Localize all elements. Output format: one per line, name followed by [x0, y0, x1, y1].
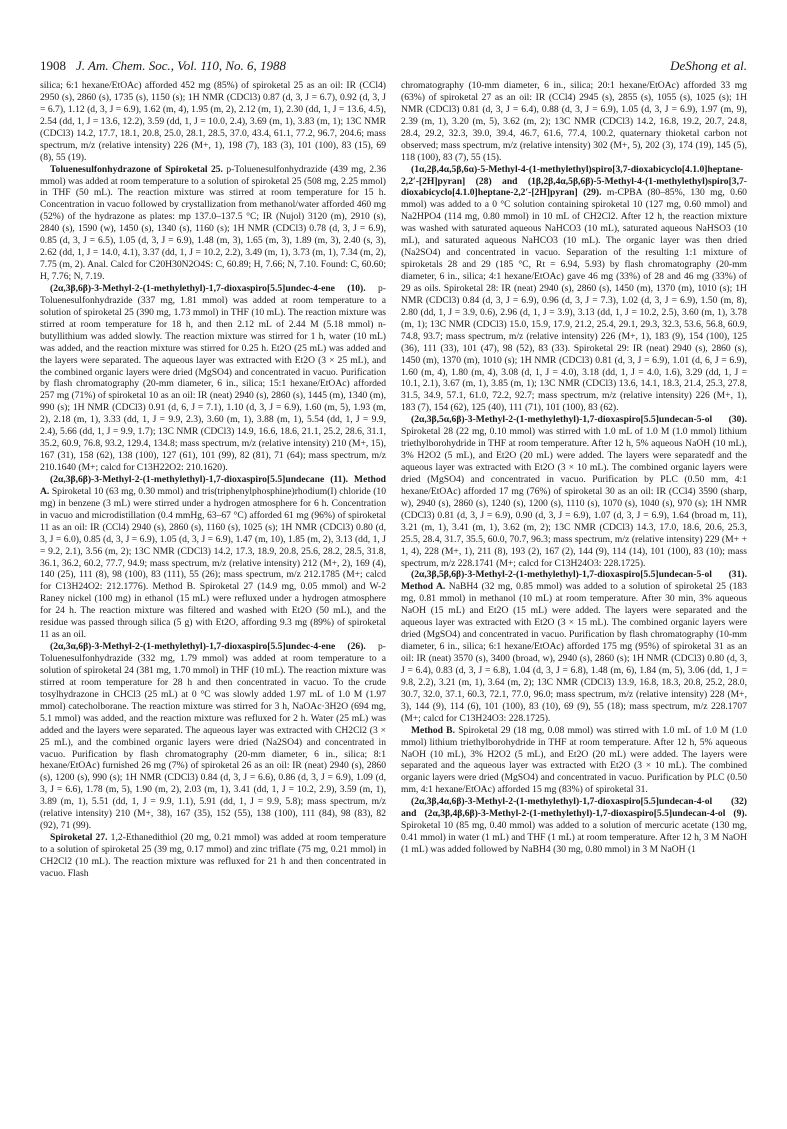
paragraph-heading: (2α,3β,6β)-3-Methyl-2-(1-methylethyl)-1,7-dioxaspiro[5.5]undecane (11). Method A.	[40, 473, 386, 497]
paragraph	[401, 414, 747, 569]
page-number: 1908	[40, 58, 66, 73]
running-header	[40, 58, 747, 76]
paragraph	[401, 725, 747, 797]
paragraph	[401, 164, 747, 415]
paragraph-text: Spiroketal 29 (18 mg, 0.08 mmol) was stirred with 1.0 mL of 1.0 M (1.0 mmol) lithium triethylborohydride in THF at room temperature. After 12 h, 5% aqueous NaOH (10 mL), 3% H2O2 (5 mL), and Et2O (20 mL) were added. The layers were separated and the aqueous layer was extracted with Et2O (3 × 10 mL). The combined organic layers were dried (MgSO4) and concentrated in vacuo. Purification by PLC (0.50 mm, 4:1 hexane/EtOAc) afforded 15 mg (83%) of spiroketal 31.	[401, 724, 747, 796]
paragraph	[401, 569, 747, 724]
right-column	[401, 80, 747, 1100]
paragraph	[401, 80, 747, 164]
paragraph-heading: Spiroketal 27.	[50, 832, 108, 844]
paragraph	[40, 283, 386, 474]
paragraph-text: p-Toluenesulfonhydrazide (332 mg, 1.79 mmol) was added at room temperature to a solution of spiroketal 24 (381 mg, 1.70 mmol) in THF (10 mL). The reaction mixture was stirred at room temperature for 28 h and then concentrated in vacuo. To the crude tosylhydrazone in CHCl3 (25 mL) at 0 °C was slowly added 1.97 mL of 1.0 M (1.97 mmol) catecholborane. The reaction mixture was stirred for 3 h, NaOAc·3H2O (694 mg, 5.1 mmol) was added, and the reaction mixture was refluxed for 2 h. Water (25 mL) was added and the layers were separated. The aqueous layer was extracted with CH2Cl2 (3 × 25 mL), and the combined organic layers were dried (Na2SO4) and concentrated in vacuo. Purification by flash chromatography (20-mm diameter, 6 in., silica; 8:1 hexane/EtOAc) furnished 26 mg (7%) of spiroketal 26 as an oil: IR (neat) 2940 (s), 2860 (s), 1200 (s), 990 (s); 1H NMR (CDCl3) 0.84 (d, 3, J = 6.6), 0.86 (d, 3, J = 6.9), 1.09 (d, 3, J = 6.6), 1.78 (m, 5), 1.90 (m, 2), 2.03 (m, 1), 3.41 (dd, 1, J = 10.2, 2.9), 3.59 (m, 1), 3.89 (m, 1), 5.51 (dd, 1, J = 9.9, 1.1), 5.91 (dd, 1, J = 9.9, 5.8); mass spectrum, m/z (relative intensity) 210 (M+, 38), 167 (35), 152 (55), 138 (100), 111 (84), 98 (83), 82 (92), 71 (99).	[40, 641, 386, 832]
paragraph-text: Spiroketal 10 (85 mg, 0.40 mmol) was added to a solution of mercuric acetate (130 mg, 0.41 mmol) in water (1 mL) and THF (1 mL) at room temperature. After 12 h, 3 M NaOH (1 mL) was added followed by NaBH4 (30 mg, 0.80 mmol) in 3 M NaOH (1	[401, 820, 747, 855]
journal-citation: J. Am. Chem. Soc., Vol. 110, No. 6, 1988	[76, 58, 287, 73]
paragraph	[40, 80, 386, 164]
left-column	[40, 80, 386, 1100]
paragraph-text: NaBH4 (32 mg, 0.85 mmol) was added to a solution of spiroketal 25 (183 mg, 0.81 mmol) in methanol (10 mL) at room temperature. After 30 min, 3% aqueous NaOH (15 mL) and Et2O (15 mL) were added. The layers were separated and the aqueous layer was extracted with Et2O (3 × 15 mL). The combined organic layers were dried (MgSO4) and concentrated in vacuo. Purification by flash chromatography (10-mm diameter, 6 in., silica; 6:1 hexane/EtOAc) afforded 175 mg (95%) of spiroketal 31 as an oil: IR (neat) 3570 (s), 3400 (broad, w), 2940 (s), 2860 (s); 1H NMR (CDCl3) 0.80 (d, 3, J = 6.4), 0.83 (d, 3, J = 6.8), 1.04 (d, 3, J = 6.8), 1.48 (m, 6), 1.84 (m, 5), 3.06 (dd, 1, J = 9.8, 2.2), 3.21 (m, 1), 3.64 (m, 2); 13C NMR (CDCl3) 13.9, 16.8, 18.3, 20.8, 25.2, 28.0, 30.7, 32.0, 37.1, 60.3, 72.1, 77.0, 96.0; mass spectrum, m/z (relative intensity) 228 (M+, 3), 144 (9), 114 (6), 101 (100), 83 (10), 69 (9), 55 (18); mass spectrum, m/z 228.1707 (M+; calcd for C13H24O3: 228.1725).	[401, 581, 747, 724]
paragraph-text: Spiroketal 10 (63 mg, 0.30 mmol) and tris(triphenylphosphine)rhodium(I) chloride (10 mg) in benzene (3 mL) were stirred under a hydrogen atmosphere for 6 h. Concentration in vacuo and microdistillation (0.4 mmHg, 63–67 °C) afforded 61 mg (96%) of spiroketal 11 as an oil: IR (CCl4) 2940 (s), 2860 (s), 1160 (s), 1025 (s); 1H NMR (CDCl3) 0.80 (d, 3, J = 6.0), 0.85 (d, 3, J = 6.9), 1.05 (d, 3, J = 6.9), 1.47 (m, 10), 1.85 (m, 2), 3.13 (dd, 1, J = 9.2, 2.1), 3.56 (m, 2); 13C NMR (CDCl3) 14.2, 17.3, 18.9, 20.8, 25.6, 28.2, 28.5, 31.8, 36.1, 36.2, 60.2, 77.7, 94.9; mass spectrum, m/z (relative intensity) 212 (M+, 2), 169 (4), 140 (25), 111 (8), 98 (100), 83 (111), 55 (26); mass spectrum, m/z 212.1785 (M+; calcd for C13H24O2: 212.1776). Method B. Spiroketal 27 (14.9 mg, 0.05 mmol) and W-2 Raney nickel (100 mg) in ethanol (15 mL) were refluxed under a hydrogen atmosphere for 24 h. The reaction mixture was filtered and washed with Et2O (50 mL), and the residue was passed through silica (5 g) with Et2O, affording 9.3 mg (89%) of spiroketal 11 as an oil.	[40, 485, 386, 641]
paragraph-text: p-Toluenesulfonhydrazide (337 mg, 1.81 mmol) was added at room temperature to a solution of spiroketal 25 (390 mg, 1.73 mmol) in THF (10 mL). The reaction mixture was stirred at room temperature for 18 h, and then 2.12 mL of 2.44 M (5.18 mmol) n-butyllithium was added slowly. The reaction mixture was stirred for 1 h, water (10 mL) was added, and the reaction mixture was stirred for 0.25 h. Et2O (25 mL) was added and the layers were separated. The aqueous layer was extracted with Et2O (3 × 25 mL), and the combined organic layers were dried (MgSO4) and concentrated in vacuo. Purification by flash chromatography (20-mm diameter, 6 in., silica; 15:1 hexane/EtOAc) afforded 257 mg (71%) of spiroketal 10 as an oil: IR (neat) 2940 (s), 2860 (s), 1445 (m), 1340 (m), 990 (s); 1H NMR (CDCl3) 0.91 (d, 6, J = 7.1), 1.10 (d, 3, J = 6.9), 1.60 (m, 5), 1.93 (m, 2), 2.18 (m, 1), 3.33 (dd, 1, J = 9.9, 2.3), 3.60 (m, 1), 3.88 (m, 1), 5.54 (dd, 1, J = 9.9, 2.4), 5.66 (dd, 1, J = 9.9, 1.7); 13C NMR (CDCl3) 14.9, 16.6, 18.6, 21.1, 25.2, 28.6, 31.1, 35.2, 60.9, 76.8, 93.2, 129.4, 134.8; mass spectrum, m/z (relative intensity) 210 (M+, 15), 167 (31), 158 (62), 138 (100), 127 (61), 101 (99), 82 (81), 71 (64); mass spectrum, m/z 210.1640 (M+; calcd for C13H22O2: 210.1620).	[40, 282, 386, 473]
paragraph-heading: (2α,3β,5α,6β)-3-Methyl-2-(1-methylethyl)-1,7-dioxaspiro[5.5]undecan-5-ol (30).	[411, 414, 747, 426]
paragraph	[40, 474, 386, 641]
paragraph	[401, 796, 747, 856]
paragraph-text: chromatography (10-mm diameter, 6 in., silica; 20:1 hexane/EtOAc) afforded 33 mg (63%) of spiroketal 27 as an oil: IR (CCl4) 2945 (s), 2855 (s), 1055 (s), 1025 (s); 1H NMR (CDCl3) 0.81 (d, 3, J = 6.4), 0.88 (d, 3, J = 6.9), 1.05 (d, 3, J = 6.9), 1.97 (m, 9), 2.39 (m, 1), 3.20 (m, 5), 3.62 (m, 2); 13C NMR (CDCl3) 14.2, 16.8, 19.2, 20.7, 24.8, 28.4, 29.2, 32.3, 39.0, 39.4, 46.7, 61.6, 77.4, 100.2, quaternary thioketal carbon not observed; mass spectrum, m/z (relative intensity) 302 (M+, 5), 202 (3), 174 (19), 145 (5), 118 (100), 83 (7), 55 (15).	[401, 80, 747, 163]
paragraph-heading: (1α,2β,4α,5β,6α)-5-Methyl-4-(1-methylethyl)spiro[3,7-dioxabicyclo[4.1.0]heptane-2,2′-[2H]pyran] (28) and (1β,2β,4α,5β,6β)-5-Methyl-4-(1-methylethyl)spiro[3,7-dioxabicyclo[4.1.0]heptane-2,2′-[2H]pyran] (29).	[401, 163, 747, 199]
paragraph-heading: Toluenesulfonhydrazone of Spiroketal 25.	[50, 163, 223, 175]
paragraph-heading: (2α,3α,6β)-3-Methyl-2-(1-methylethyl)-1,7-dioxaspiro[5.5]undec-4-ene (26).	[50, 641, 366, 653]
paragraph-heading: Method B.	[411, 724, 455, 736]
paragraph-text: p-Toluenesulfonhydrazide (439 mg, 2.36 mmol) was added at room temperature to a solution of spiroketal 25 (508 mg, 2.25 mmol) in THF (50 mL). The reaction mixture was stirred at room temperature for 15 h. Concentration in vacuo followed by crystallization from methanol/water afforded 460 mg (52%) of the hydrazone as plates: mp 137.0–137.5 °C; IR (Nujol) 3120 (m), 2910 (s), 2840 (s), 1590 (w), 1450 (s), 1340 (s), 1160 (s); 1H NMR (CDCl3) 0.78 (d, 3, J = 6.9), 0.85 (d, 3, J = 6.5), 1.05 (d, 3, J = 6.9), 1.48 (m, 3), 1.65 (m, 3), 1.89 (m, 3), 2.40 (s, 3), 2.62 (dd, 1, J = 14.0, 4.1), 3.37 (dd, 1, J = 10.2, 2.2), 3.49 (m, 1), 3.73 (m, 1), 7.34 (m, 2), 7.75 (m, 2). Anal. Calcd for C20H30N2O4S: C, 60.89; H, 7.66; N, 7.10. Found: C, 60.60; H, 7.76; N, 7.19.	[40, 163, 386, 282]
paragraph-text: Spiroketal 28 (22 mg, 0.10 mmol) was stirred with 1.0 mL of 1.0 M (1.0 mmol) lithium triethylborohydride in THF at room temperature. After 12 h, 5% aqueous NaOH (10 mL), 3% H2O2 (5 mL), and Et2O (20 mL) were added. The layers were separatedf and the aqueous layer was extracted with Et2O (3 × 10 mL). The combined organic layers were dried (MgSO4) and concentrated in vacuo. Purification by PLC (0.50 mm, 4:1 hexane/EtOAc) afforded 17 mg (76%) of spiroketal 30 as an oil: IR (CCl4) 3590 (sharp, w), 2940 (s), 2860 (s), 1240 (s), 1200 (s), 1110 (s), 1070 (s), 1040 (s), 970 (s); 1H NMR (CDCl3) 0.81 (d, 3, J = 6.9), 0.90 (d, 3, J = 6.9), 1.07 (d, 3, J = 6.9), 1.64 (broad m, 11), 3.21 (m, 1), 3.41 (m, 1), 3.62 (m, 2); 13C NMR (CDCl3) 14.3, 17.0, 18.6, 20.6, 25.3, 25.5, 28.4, 31.7, 35.5, 60.0, 70.7, 96.3; mass spectrum, m/z (relative intensity) 229 (M+ + 1, 4), 228 (M+, 1), 211 (8), 193 (2), 167 (2), 144 (9), 114 (14), 101 (100), 83 (10); mass spectrum, m/z 228.1741 (M+; calcd for C13H24O3: 228.1725).	[401, 426, 747, 569]
paragraph	[40, 641, 386, 832]
author-running-head: DeShong et al.	[670, 58, 747, 73]
paragraph-text: 1,2-Ethanedithiol (20 mg, 0.21 mmol) was added at room temperature to a solution of spiroketal 25 (39 mg, 0.17 mmol) and zinc triflate (75 mg, 0.21 mmol) in CH2Cl2 (10 mL). The reaction mixture was refluxed for 21 h and then concentrated in vacuo. Flash	[40, 832, 386, 879]
header-left	[40, 58, 286, 74]
paragraph	[40, 832, 386, 880]
paragraph-text: m-CPBA (80–85%, 130 mg, 0.60 mmol) was added to a 0 °C solution containing spiroketal 10 (127 mg, 0.60 mmol) and Na2HPO4 (114 mg, 0.80 mmol) in 10 mL of CH2Cl2. After 12 h, the reaction mixture was washed with saturated aqueous NaHCO3 (10 mL), saturated aqueous NaHSO3 (10 mL), and saturated aqueous NaHCO3 (10 mL). The organic layer was then dried (Na2SO4) and concentrated in vacuo. Separation of the resulting 1:1 mixture of spiroketals 28 and 29 (185 °C, Rt = 6.94, 5.93) by flash chromatography (20-mm diameter, 6 in., silica; 4:1 hexane/EtOAc) gave 46 mg (33%) of 28 and 46 mg (33%) of 29 as oils. Spiroketal 28: IR (neat) 2940 (s), 2860 (s), 1450 (m), 1370 (m), 1010 (s); 1H NMR (CDCl3) 0.84 (d, 3, J = 6.9), 0.96 (d, 3, J = 7.3), 1.02 (d, 3, J = 6.9), 1.50 (m, 8), 2.80 (dd, 1, J = 3.9, 0.6), 2.96 (d, 1, J = 3.9), 3.13 (dd, 1, J = 10.2, 2.5), 3.60 (m, 1), 3.78 (m, 1); 13C NMR (CDCl3) 15.0, 15.9, 17.9, 21.2, 25.4, 29.1, 29.3, 32.3, 53.6, 56.8, 60.9, 74.8, 93.7; mass spectrum, m/z (relative intensity) 226 (M+, 1), 183 (9), 154 (100), 125 (36), 111 (33), 101 (47), 98 (52), 83 (33). Spiroketal 29: IR (neat) 2940 (s), 2860 (s), 1450 (m), 1370 (m), 1010 (s); 1H NMR (CDCl3) 0.81 (d, 3, J = 6.9), 1.01 (d, 6, J = 6.9), 1.60 (m, 4), 1.80 (m, 4), 3.08 (d, 1, J = 4.0), 3.18 (dd, 1, J = 4.0, 1.6), 3.29 (dd, 1, J = 10.1, 2.1), 3.67 (m, 1), 3.85 (m, 1); 13C NMR (CDCl3) 13.6, 14.1, 18.3, 21.4, 25.3, 27.8, 31.5, 34.9, 57.1, 61.0, 72.2, 92.7; mass spectrum, m/z (relative intensity) 226 (M+, 1), 183 (7), 154 (62), 125 (40), 111 (71), 101 (100), 83 (62).	[401, 187, 747, 414]
paragraph	[40, 164, 386, 283]
paragraph-heading: (2α,3β,5β,6β)-3-Methyl-2-(1-methylethyl)-1,7-dioxaspiro[5.5]undecan-5-ol (31). Method A.	[401, 569, 747, 593]
paragraph-text: silica; 6:1 hexane/EtOAc) afforded 452 mg (85%) of spiroketal 25 as an oil: IR (CCl4) 2950 (s), 2860 (s), 1735 (s), 1150 (s); 1H NMR (CDCl3) 0.87 (d, 3, J = 6.7), 0.92 (d, 3, J = 6.7), 1.12 (d, 3, J = 6.9), 1.62 (m, 4), 1.95 (m, 2), 2.12 (m, 1), 2.30 (dd, 1, J = 13.6, 4.5), 2.54 (dd, 1, J = 13.6, 12.2), 3.59 (dd, 1, J = 10.0, 2.4), 3.69 (m, 1), 3.83 (m, 1); 13C NMR (CDCl3) 14.2, 17.7, 18.1, 20.8, 25.0, 28.1, 28.5, 37.0, 43.4, 61.1, 77.2, 96.7, 204.6; mass spectrum, m/z (relative intensity) 226 (M+, 1), 198 (7), 183 (3), 101 (100), 83 (15), 69 (8), 55 (19).	[40, 80, 386, 163]
paragraph-heading: (2α,3β,6β)-3-Methyl-2-(1-methylethyl)-1,7-dioxaspiro[5.5]undec-4-ene (10).	[50, 282, 366, 294]
paragraph-heading: (2α,3β,4α,6β)-3-Methyl-2-(1-methylethyl)-1,7-dioxaspiro[5.5]undecan-4-ol (32) and (2α,3β,4β,6β)-3-Methyl-2-(1-methylethyl)-1,7-dioxaspiro[5.5]undecan-4-ol (9).	[401, 796, 747, 820]
two-column-body	[40, 80, 747, 1100]
